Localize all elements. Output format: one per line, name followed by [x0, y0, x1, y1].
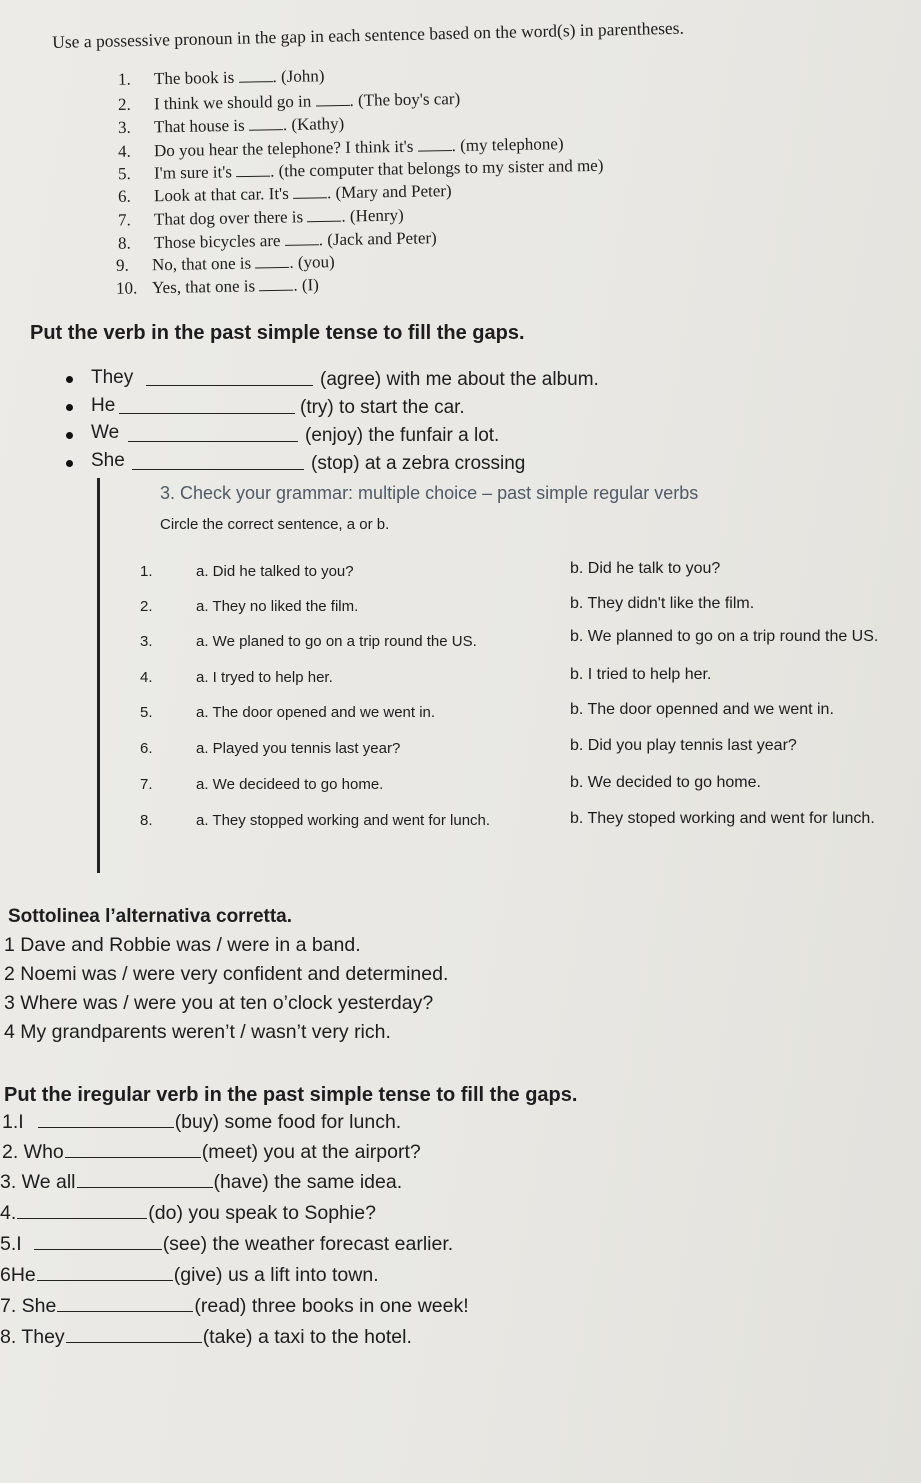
- sottolinea-title: Sottolinea l’alternativa corretta.: [8, 906, 293, 927]
- possessive-item: 9. No, that one is . (you): [115, 252, 335, 275]
- answer-blank[interactable]: [316, 105, 350, 107]
- option-a[interactable]: a. Played you tennis last year?: [196, 740, 401, 757]
- option-a[interactable]: a. I tryed to help her.: [196, 669, 333, 686]
- sottolinea-item[interactable]: 2 Noemi was / were very confident and determined.: [4, 963, 449, 985]
- option-a[interactable]: a. They no liked the film.: [196, 598, 359, 615]
- sottolinea-item[interactable]: 3 Where was / were you at ten o’clock yesterday?: [4, 992, 434, 1014]
- option-a[interactable]: a. They stopped working and went for lunch.: [196, 812, 491, 829]
- possessive-instruction: Use a possessive pronoun in the gap in each sentence based on the word(s) in parentheses.: [52, 17, 685, 52]
- irregular-item: 1.I (buy) some food for lunch.: [2, 1111, 402, 1133]
- irregular-item: 4. (do) you speak to Sophie?: [0, 1202, 376, 1224]
- answer-blank[interactable]: [239, 81, 273, 83]
- answer-blank[interactable]: [259, 290, 293, 292]
- grammar-check-instruction: Circle the correct sentence, a or b.: [160, 516, 390, 533]
- section-divider-bar: [97, 478, 100, 873]
- bullet: [66, 432, 73, 439]
- answer-blank[interactable]: [249, 129, 283, 131]
- irregular-item: 6He (give) us a lift into town.: [0, 1264, 379, 1286]
- possessive-item: 7. That dog over there is . (Henry): [117, 205, 404, 230]
- past-simple-title: Put the verb in the past simple tense to fill the gaps.: [30, 322, 525, 344]
- answer-blank[interactable]: [255, 267, 289, 269]
- option-b[interactable]: b. They didn't like the film.: [570, 595, 755, 612]
- option-a[interactable]: a. Did he talked to you?: [196, 563, 354, 580]
- possessive-item: 8. Those bicycles are . (Jack and Peter): [117, 228, 437, 253]
- option-b[interactable]: b. We decided to go home.: [570, 774, 761, 791]
- option-b[interactable]: b. They stoped working and went for lunch.: [570, 810, 875, 827]
- answer-blank[interactable]: [57, 1311, 193, 1312]
- bullet: [66, 460, 73, 467]
- irregular-item: 2. Who (meet) you at the airport?: [2, 1141, 421, 1163]
- answer-blank[interactable]: [77, 1187, 213, 1188]
- grammar-check-title: 3. Check your grammar: multiple choice – past simple regular verbs: [160, 483, 699, 503]
- answer-blank[interactable]: [17, 1218, 147, 1219]
- option-a[interactable]: a. The door opened and we went in.: [196, 704, 436, 721]
- sottolinea-item[interactable]: 1 Dave and Robbie was / were in a band.: [4, 934, 361, 956]
- option-a[interactable]: a. We decideed to go home.: [196, 776, 384, 793]
- possessive-item: 4. Do you hear the telephone? I think it's . (my telephone): [117, 134, 564, 161]
- possessive-item: 6. Look at that car. It's . (Mary and Peter): [117, 181, 452, 206]
- option-b[interactable]: b. Did he talk to you?: [570, 560, 721, 577]
- irregular-item: 7. She (read) three books in one week!: [0, 1295, 469, 1317]
- answer-blank[interactable]: [293, 197, 327, 199]
- possessive-item: 2. I think we should go in . (The boy's car): [117, 89, 461, 114]
- option-b[interactable]: b. Did you play tennis last year?: [570, 737, 797, 754]
- answer-blank[interactable]: [128, 441, 298, 442]
- answer-blank[interactable]: [38, 1127, 174, 1128]
- answer-blank[interactable]: [65, 1157, 201, 1158]
- possessive-item: 1. The book is . (John): [117, 66, 325, 89]
- option-b[interactable]: b. I tried to help her.: [570, 666, 712, 683]
- answer-blank[interactable]: [285, 244, 319, 246]
- bullet: [66, 404, 73, 411]
- option-b[interactable]: b. The door openned and we went in.: [570, 701, 834, 718]
- irregular-item: 8. They (take) a taxi to the hotel.: [0, 1326, 412, 1348]
- answer-blank[interactable]: [308, 221, 342, 223]
- possessive-item: 10. Yes, that one is . (I): [115, 275, 320, 298]
- answer-blank[interactable]: [119, 413, 295, 414]
- answer-blank[interactable]: [418, 150, 452, 152]
- irregular-item: 3. We all (have) the same idea.: [0, 1171, 403, 1193]
- worksheet-page: Use a possessive pronoun in the gap in each sentence based on the word(s) in parentheses. 1. The book is . (John) 2. I think we should go in . (The boy's car) 3. That house is . (Kathy) 4. Do you hear the telephone? I think it's . (my telephone) 5. I'm sure it's . (the computer that belongs to my sister and me) 6. Look at that car. It's . (Mary and Peter) 7. That dog over there is . (Henry) 8. Those bicycles are . (Jack and Peter) 9. No, that one is . (you) 10. Yes, that one is . (I) Put the verb in the past simple tense to fill the gaps. They (agree) with me about the album. He (try) to start the car. We (enjoy) the funfair a lot. She (stop) at a zebra crossing 3. Check your grammar: multiple choice – past simple regular verbs Circle the correct sentence, a or b. 1. a. Did he talked to you? b. Did he talk to you? 2. a. They no liked the film. b. They didn't like the film. 3. a. We planed to go on a trip round the US. b. We planned to go on a trip round the US. 4. a. I tryed to help her. b. I tried to help her. 5. a. The door opened and we went in. b. The door openned and we went in. 6. a. Played you tennis last year? b. Did you play tennis last year? 7. a. We decideed to go home. b. We decided to go home. 8. a. They stopped working and went for lunch. b. They stoped working and went for lunch. Sottolinea l’alternativa corretta. 1 Dave and Robbie was / were in a band. 2 Noemi was / were very confident and determined. 3 Where was / were you at ten o’clock yesterday? 4 My grandparents weren’t / wasn’t very rich. Put the iregular verb in the past simple tense to fill the gaps. 1.I (buy) some food for lunch. 2. Who (meet) you at the airport? 3. We all (have) the same idea. 4. (do) you speak to Sophie? 5.I (see) the weather forecast earlier. 6He (give) us a lift into town. 7. She (read) three books in one week! 8. They (take) a taxi to the hotel.: [0, 0, 921, 1483]
- option-b[interactable]: b. We planned to go on a trip round the US.: [570, 628, 879, 645]
- bullet: [66, 376, 73, 383]
- answer-blank[interactable]: [236, 176, 270, 178]
- possessive-item: 5. I'm sure it's . (the computer that belongs to my sister and me): [117, 155, 604, 184]
- answer-blank[interactable]: [37, 1280, 173, 1281]
- possessive-item: 3. That house is . (Kathy): [117, 114, 345, 137]
- option-a[interactable]: a. We planed to go on a trip round the US.: [196, 633, 477, 650]
- sottolinea-item[interactable]: 4 My grandparents weren’t / wasn’t very rich.: [4, 1021, 391, 1043]
- answer-blank[interactable]: [146, 385, 313, 386]
- answer-blank[interactable]: [34, 1249, 162, 1250]
- irregular-item: 5.I (see) the weather forecast earlier.: [0, 1233, 454, 1255]
- answer-blank[interactable]: [132, 469, 304, 470]
- answer-blank[interactable]: [66, 1342, 202, 1343]
- irregular-title: Put the iregular verb in the past simple tense to fill the gaps.: [4, 1084, 578, 1106]
